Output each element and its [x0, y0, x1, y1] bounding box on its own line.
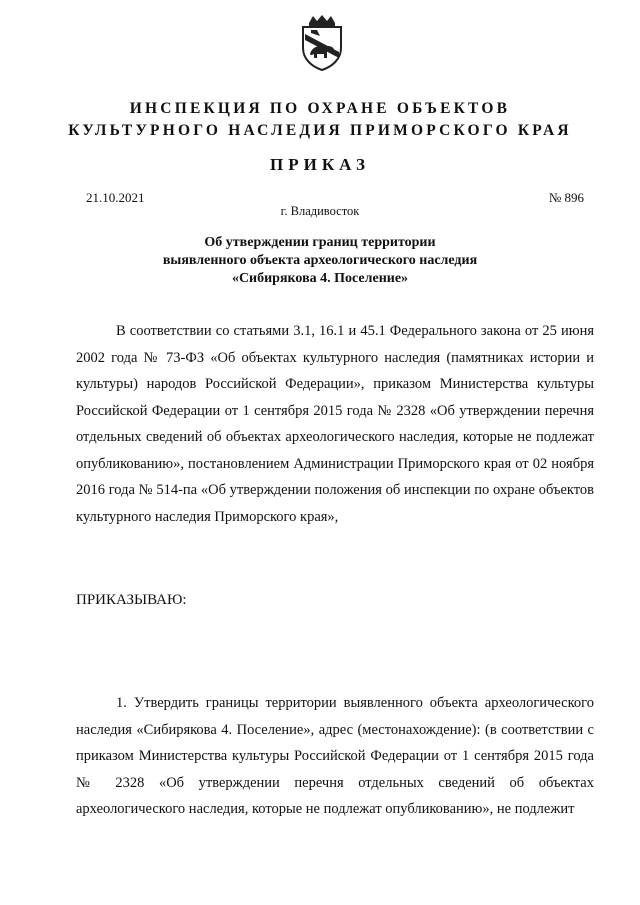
order-item-1: 1. Утвердить границы территории выявленного объекта археологического наследия «Сибирякова 4. Поселение», адрес (местонахождение): (в соответствии с приказом Министерства культуры Российской Федерации от 1 сентября 2015 года № 2328 «Об утверждении перечня отдельных сведений об объектах археологического наследия, которые не подлежат опубликованию», не подлежит	[76, 695, 594, 817]
document-type-title: ПРИКАЗ	[270, 155, 370, 174]
subject-line2: выявленного объекта археологического наследия	[162, 253, 478, 268]
subject-line1: Об утверждении границ территории	[204, 235, 436, 250]
document-city: г. Владивосток	[280, 204, 360, 218]
preamble-paragraph: В соответствии со статьями 3.1, 16.1 и 45.1 Федерального закона от 25 июня 2002 года № 73-ФЗ «Об объектах культурного наследия (памятниках истории и культуры) народов Российской Федерации», приказом Министерства культуры Российской Федерации от 1 сентября 2015 года № 2328 «Об утверждении перечня отдельных сведений об объектах археологического наследия, которые не подлежат опубликованию», постановлением Администрации Приморского края от 02 ноября 2016 года № 514-па «Об утверждении положения об инспекции по охране объектов культурного наследия Приморского края»,	[76, 323, 594, 525]
order-directive: ПРИКАЗЫВАЮ:	[76, 592, 187, 608]
document-subject	[0, 234, 640, 288]
document-date: 21.10.2021	[86, 190, 145, 205]
organization-name-line1: ИНСПЕКЦИЯ ПО ОХРАНЕ ОБЪЕКТОВ	[129, 100, 511, 117]
coat-of-arms-icon	[297, 14, 347, 72]
document-number: № 896	[548, 190, 584, 205]
subject-line3: «Сибирякова 4. Поселение»	[231, 271, 409, 286]
organization-name-line2: КУЛЬТУРНОГО НАСЛЕДИЯ ПРИМОРСКОГО КРАЯ	[68, 122, 572, 139]
